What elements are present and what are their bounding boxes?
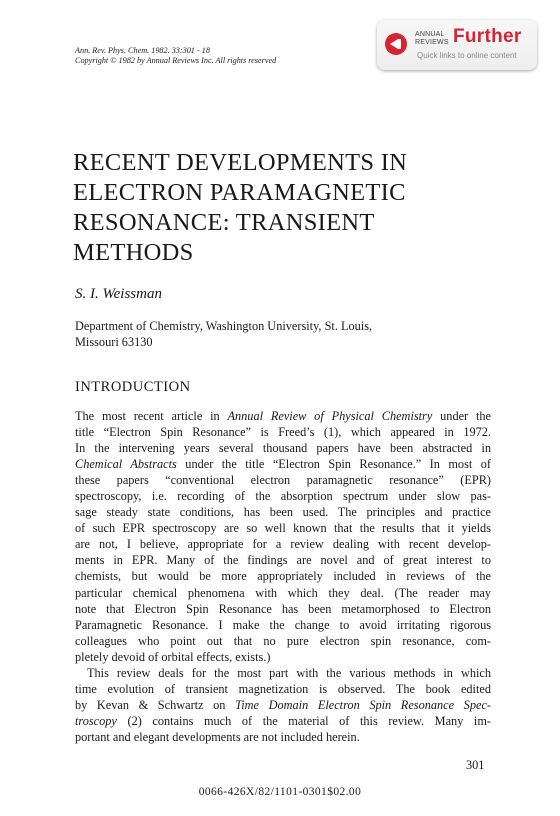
- body-text: are not, I believe, appropriate for a review dealing with recent develop-: [75, 537, 491, 552]
- body-text: time evolution of transient magnetization is observed. The book edited: [75, 681, 491, 696]
- body-text: Paramagnetic Resonance. I make the change to avoid irritating rigorous: [75, 617, 491, 632]
- body-line: [75, 424, 491, 440]
- title-line: RECENT DEVELOPMENTS IN: [73, 149, 408, 176]
- body-text: In the intervening years several thousand papers have been abstracted in: [75, 441, 491, 456]
- affiliation-line: Department of Chemistry, Washington University, St. Louis,: [75, 319, 373, 333]
- body-line: [75, 488, 491, 504]
- body-text: title “Electron Spin Resonance” is Freed’s (1), which appeared in 1972.: [75, 425, 491, 440]
- body-line: [75, 649, 491, 665]
- body-text: (2) contains much of the material of this review. Many im-: [116, 713, 491, 728]
- body-text: particular chemical phenomena with which they deal. (The reader may: [75, 585, 491, 600]
- affiliation-line: Missouri 63130: [75, 335, 153, 349]
- author-affiliation: [75, 318, 495, 350]
- body-line: [75, 472, 491, 488]
- italic-text: troscopy: [75, 713, 117, 728]
- body-text: spectroscopy, i.e. recording of the absorption spectrum under slow pas-: [75, 489, 491, 504]
- body-line: [75, 536, 491, 552]
- article-title: [73, 148, 493, 268]
- journal-citation: [75, 46, 375, 66]
- body-line: [75, 568, 491, 584]
- title-line: METHODS: [73, 239, 194, 266]
- article-author: S. I. Weissman: [75, 286, 162, 302]
- section-heading: INTRODUCTION: [75, 379, 191, 395]
- body-text: under the: [432, 409, 491, 423]
- copyright-line: Copyright © 1982 by Annual Reviews Inc. All rights reserved: [75, 56, 277, 65]
- body-line: [75, 617, 491, 633]
- body-text: This review deals for the most part with the various methods in which: [87, 665, 491, 680]
- body-text: The most recent article in: [75, 409, 228, 423]
- body-line: [75, 552, 491, 568]
- body-text: these papers “conventional electron paramagnetic resonance” (EPR): [75, 473, 491, 488]
- italic-text: Time Domain Electron Spin Resonance Spec-: [235, 697, 491, 712]
- annual-reviews-logo-icon: [385, 33, 407, 55]
- badge-further-label: Further: [453, 26, 522, 47]
- journal-line: Ann. Rev. Phys. Chem. 1982. 33:301 - 18: [75, 46, 210, 55]
- title-line: ELECTRON PARAMAGNETIC: [73, 179, 406, 206]
- body-line: [75, 633, 491, 649]
- body-text: portant and elegant developments are not included herein.: [75, 729, 360, 744]
- body-line: [75, 408, 491, 424]
- body-line: [75, 681, 491, 697]
- body-text: of such EPR spectroscopy are so well known that the results that it yields: [75, 521, 491, 536]
- body-text: ments in EPR. Many of the findings are novel and of great interest to: [75, 553, 491, 568]
- body-text: colleagues who point out that no pure electron spin resonance, com-: [75, 633, 491, 648]
- body-line: [75, 585, 491, 601]
- annual-reviews-further-badge[interactable]: [377, 20, 537, 70]
- badge-subtitle: Quick links to online content: [417, 51, 517, 60]
- title-line: RESONANCE: TRANSIENT: [73, 209, 375, 236]
- italic-text: Annual Review of Physical Chemistry: [227, 409, 433, 423]
- body-line: [75, 697, 491, 713]
- body-line: [75, 504, 491, 520]
- body-line: [75, 713, 491, 729]
- body-text: by Kevan & Schwartz on: [75, 697, 236, 712]
- footer-code: 0066-426X/82/1101-0301$02.00: [198, 786, 362, 798]
- body-line: [75, 665, 491, 681]
- body-line: [75, 601, 491, 617]
- page-number: 301: [466, 758, 485, 772]
- body-text: pletely devoid of orbital effects, exists.): [75, 649, 271, 664]
- article-body: [75, 408, 491, 745]
- body-line: [75, 456, 491, 472]
- body-text: note that Electron Spin Resonance has been metamorphosed to Electron: [75, 601, 491, 616]
- body-text: chemists, but would be more appropriately included in reviews of the: [75, 569, 491, 584]
- body-text: under the title “Electron Spin Resonance.” In most of: [176, 457, 491, 472]
- badge-publisher-label: ANNUAL REVIEWS: [415, 31, 449, 46]
- body-text: sage steady state conditions, has been used. The principles and practice: [75, 505, 491, 520]
- body-line: [75, 729, 491, 745]
- body-line: [75, 520, 491, 536]
- body-line: [75, 440, 491, 456]
- italic-text: Chemical Abstracts: [75, 457, 177, 472]
